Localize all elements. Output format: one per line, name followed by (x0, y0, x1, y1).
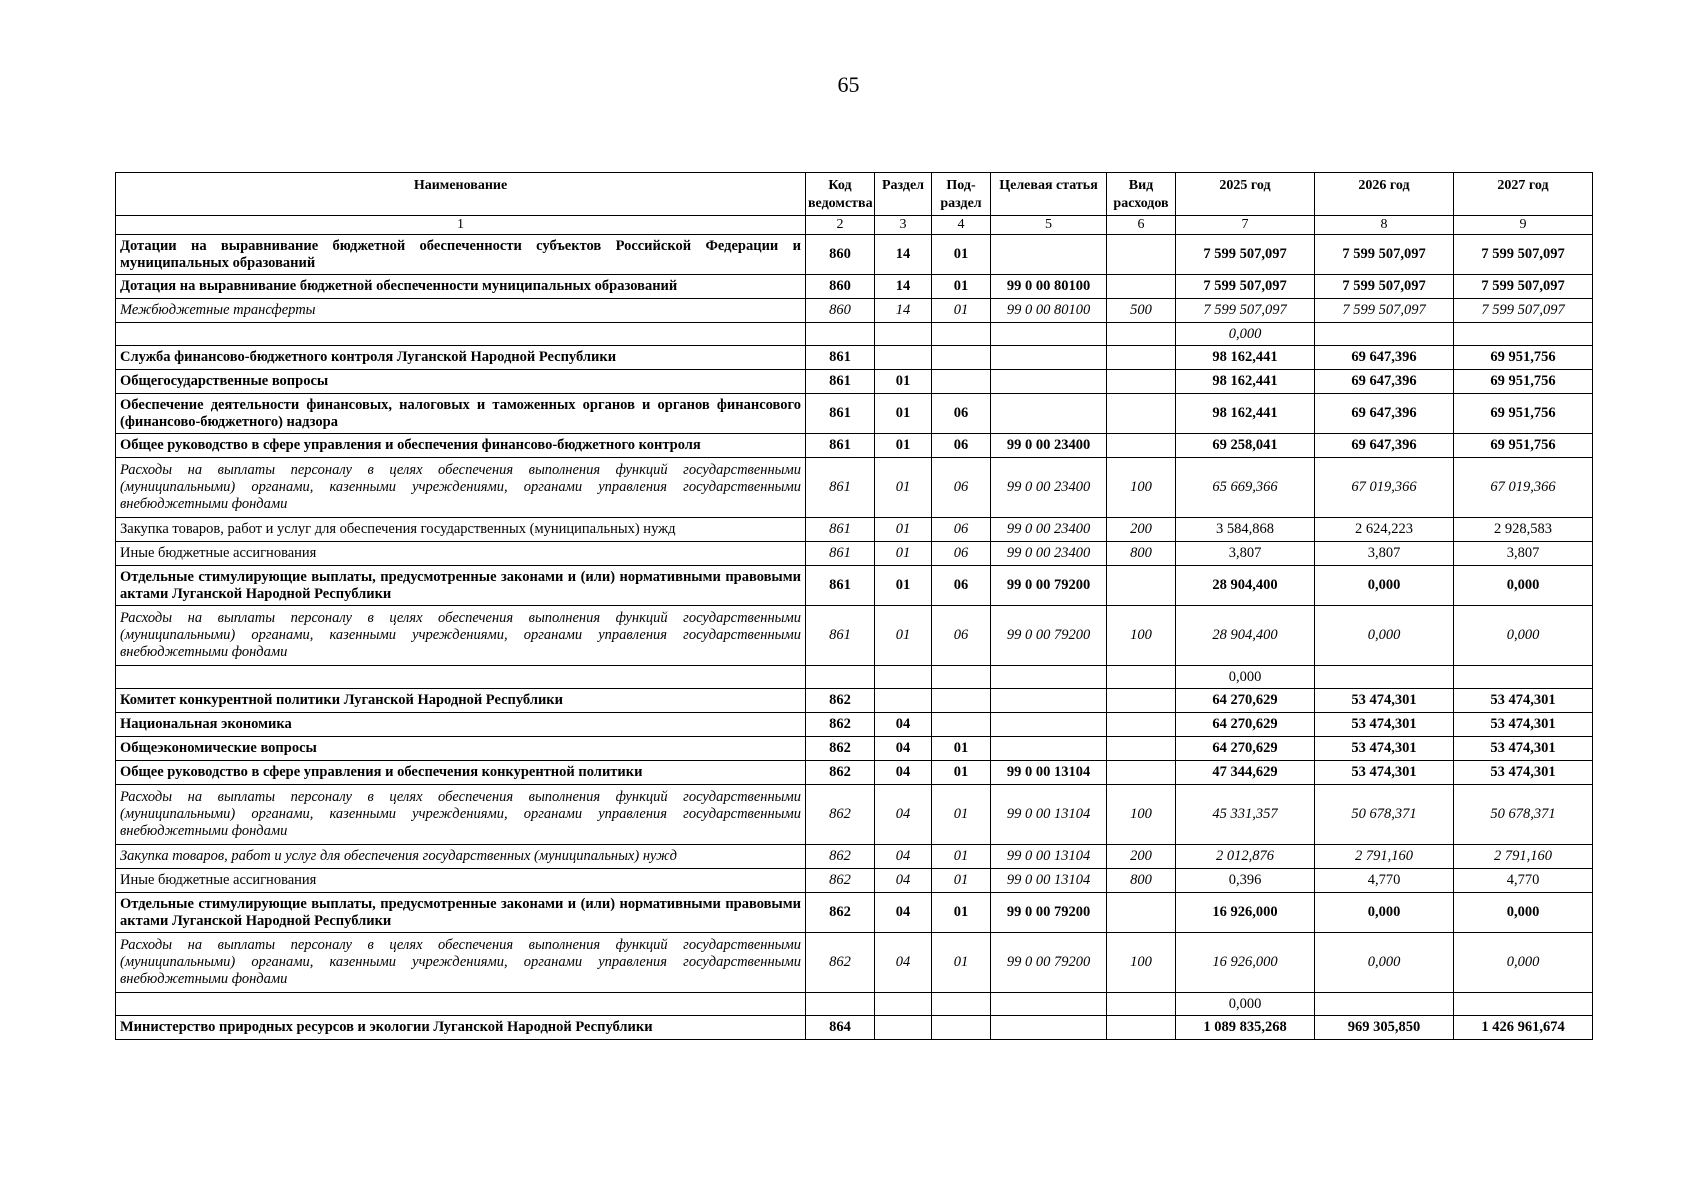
table-row (116, 235, 1593, 275)
table-row (116, 933, 1593, 993)
row-name: Общее руководство в сфере управления и обеспечения финансово-бюджетного контроля (116, 434, 806, 458)
row-vid: 100 (1107, 785, 1176, 845)
row-amount-2025: 45 331,357 (1176, 785, 1315, 845)
header-row (116, 173, 1593, 216)
row-amount-2026: 0,000 (1315, 566, 1454, 606)
row-razdel (875, 993, 932, 1016)
row-amount-2027 (1454, 993, 1593, 1016)
row-amount-2025: 3,807 (1176, 542, 1315, 566)
row-podrazdel: 01 (932, 299, 991, 323)
row-amount-2025: 7 599 507,097 (1176, 235, 1315, 275)
row-amount-2026: 69 647,396 (1315, 394, 1454, 434)
row-razdel: 04 (875, 893, 932, 933)
row-statya (991, 346, 1107, 370)
row-podrazdel: 06 (932, 518, 991, 542)
row-name: Служба финансово-бюджетного контроля Луганской Народной Республики (116, 346, 806, 370)
row-name: Иные бюджетные ассигнования (116, 542, 806, 566)
row-code: 862 (806, 845, 875, 869)
row-statya: 99 0 00 23400 (991, 434, 1107, 458)
row-vid: 100 (1107, 606, 1176, 666)
column-number: 6 (1107, 216, 1176, 235)
row-amount-2027: 0,000 (1454, 566, 1593, 606)
row-code: 860 (806, 299, 875, 323)
header-2027: 2027 год (1454, 173, 1593, 216)
row-vid (1107, 235, 1176, 275)
row-amount-2027: 1 426 961,674 (1454, 1016, 1593, 1040)
row-razdel (875, 666, 932, 689)
row-razdel: 01 (875, 394, 932, 434)
table-row (116, 785, 1593, 845)
row-amount-2026: 969 305,850 (1315, 1016, 1454, 1040)
row-name (116, 323, 806, 346)
row-statya (991, 323, 1107, 346)
row-amount-2025: 7 599 507,097 (1176, 299, 1315, 323)
row-statya (991, 370, 1107, 394)
row-code: 862 (806, 737, 875, 761)
row-code: 862 (806, 893, 875, 933)
row-code: 861 (806, 434, 875, 458)
row-amount-2025: 0,000 (1176, 993, 1315, 1016)
row-razdel: 04 (875, 845, 932, 869)
row-amount-2026: 53 474,301 (1315, 713, 1454, 737)
row-code: 861 (806, 606, 875, 666)
row-amount-2025: 47 344,629 (1176, 761, 1315, 785)
table-row (116, 323, 1593, 346)
row-amount-2026: 3,807 (1315, 542, 1454, 566)
row-podrazdel: 01 (932, 761, 991, 785)
row-razdel: 14 (875, 275, 932, 299)
row-code (806, 323, 875, 346)
row-code: 861 (806, 458, 875, 518)
row-razdel: 04 (875, 785, 932, 845)
row-statya: 99 0 00 13104 (991, 761, 1107, 785)
row-amount-2027: 2 791,160 (1454, 845, 1593, 869)
table-row (116, 845, 1593, 869)
row-code: 861 (806, 346, 875, 370)
row-amount-2027: 69 951,756 (1454, 346, 1593, 370)
row-name (116, 666, 806, 689)
row-podrazdel: 01 (932, 893, 991, 933)
row-name: Закупка товаров, работ и услуг для обеспечения государственных (муниципальных) нужд (116, 518, 806, 542)
row-statya (991, 1016, 1107, 1040)
row-amount-2025: 1 089 835,268 (1176, 1016, 1315, 1040)
table-row (116, 666, 1593, 689)
row-amount-2027: 7 599 507,097 (1454, 275, 1593, 299)
row-code: 861 (806, 566, 875, 606)
row-vid (1107, 993, 1176, 1016)
row-amount-2025: 2 012,876 (1176, 845, 1315, 869)
row-vid (1107, 323, 1176, 346)
row-vid (1107, 893, 1176, 933)
row-amount-2026: 0,000 (1315, 606, 1454, 666)
column-number: 8 (1315, 216, 1454, 235)
row-podrazdel: 06 (932, 606, 991, 666)
row-name: Отдельные стимулирующие выплаты, предусмотренные законами и (или) нормативными правовыми актами Луганской Народной Республики (116, 893, 806, 933)
row-name: Комитет конкурентной политики Луганской Народной Республики (116, 689, 806, 713)
row-amount-2025: 3 584,868 (1176, 518, 1315, 542)
row-amount-2026: 69 647,396 (1315, 434, 1454, 458)
table-body (116, 235, 1593, 1040)
row-amount-2026: 69 647,396 (1315, 346, 1454, 370)
row-razdel: 04 (875, 713, 932, 737)
row-name: Общегосударственные вопросы (116, 370, 806, 394)
table-row (116, 434, 1593, 458)
row-vid: 200 (1107, 845, 1176, 869)
row-code: 862 (806, 869, 875, 893)
row-code: 862 (806, 689, 875, 713)
row-statya: 99 0 00 13104 (991, 869, 1107, 893)
header-statya: Целевая статья (991, 173, 1107, 216)
row-amount-2025: 65 669,366 (1176, 458, 1315, 518)
row-razdel: 14 (875, 299, 932, 323)
column-number: 9 (1454, 216, 1593, 235)
row-podrazdel (932, 346, 991, 370)
row-podrazdel (932, 993, 991, 1016)
row-razdel: 01 (875, 566, 932, 606)
row-name: Дотация на выравнивание бюджетной обеспеченности муниципальных образований (116, 275, 806, 299)
row-razdel (875, 323, 932, 346)
row-amount-2025: 69 258,041 (1176, 434, 1315, 458)
row-statya: 99 0 00 79200 (991, 566, 1107, 606)
table-row (116, 606, 1593, 666)
table-row (116, 761, 1593, 785)
row-amount-2025: 16 926,000 (1176, 933, 1315, 993)
row-vid (1107, 737, 1176, 761)
table-row (116, 869, 1593, 893)
row-amount-2026: 53 474,301 (1315, 689, 1454, 713)
row-razdel: 01 (875, 458, 932, 518)
row-amount-2026: 0,000 (1315, 933, 1454, 993)
row-amount-2027: 4,770 (1454, 869, 1593, 893)
row-statya: 99 0 00 23400 (991, 542, 1107, 566)
row-vid: 500 (1107, 299, 1176, 323)
row-amount-2027 (1454, 666, 1593, 689)
row-razdel: 04 (875, 737, 932, 761)
row-name: Расходы на выплаты персоналу в целях обеспечения выполнения функций государственными (муниципальными) органами, казенными учреждениями, органами управления государственными внебюджетными фондами (116, 606, 806, 666)
row-vid: 100 (1107, 933, 1176, 993)
row-amount-2026: 2 624,223 (1315, 518, 1454, 542)
column-number-row (116, 216, 1593, 235)
row-vid (1107, 713, 1176, 737)
table-row (116, 993, 1593, 1016)
row-razdel: 01 (875, 606, 932, 666)
row-podrazdel: 06 (932, 394, 991, 434)
row-name: Межбюджетные трансферты (116, 299, 806, 323)
row-amount-2026 (1315, 666, 1454, 689)
row-razdel: 01 (875, 518, 932, 542)
row-podrazdel (932, 370, 991, 394)
table-row (116, 275, 1593, 299)
row-amount-2026 (1315, 323, 1454, 346)
row-podrazdel: 01 (932, 869, 991, 893)
row-razdel: 01 (875, 542, 932, 566)
row-amount-2025: 64 270,629 (1176, 689, 1315, 713)
row-code: 862 (806, 785, 875, 845)
row-podrazdel: 01 (932, 235, 991, 275)
row-amount-2026: 50 678,371 (1315, 785, 1454, 845)
row-podrazdel (932, 1016, 991, 1040)
header-podrazdel: Под-раздел (932, 173, 991, 216)
row-amount-2026: 2 791,160 (1315, 845, 1454, 869)
row-code: 860 (806, 275, 875, 299)
row-razdel: 04 (875, 933, 932, 993)
row-podrazdel: 01 (932, 737, 991, 761)
row-vid (1107, 394, 1176, 434)
row-code (806, 666, 875, 689)
row-amount-2025: 98 162,441 (1176, 346, 1315, 370)
row-amount-2027: 53 474,301 (1454, 761, 1593, 785)
row-amount-2027: 0,000 (1454, 933, 1593, 993)
budget-table (115, 172, 1593, 1040)
row-amount-2025: 98 162,441 (1176, 394, 1315, 434)
row-amount-2027: 53 474,301 (1454, 689, 1593, 713)
table-row (116, 394, 1593, 434)
row-amount-2027: 53 474,301 (1454, 713, 1593, 737)
row-amount-2026: 7 599 507,097 (1315, 299, 1454, 323)
row-amount-2026: 53 474,301 (1315, 761, 1454, 785)
row-name: Расходы на выплаты персоналу в целях обеспечения выполнения функций государственными (муниципальными) органами, казенными учреждениями, органами управления государственными внебюджетными фондами (116, 933, 806, 993)
row-vid (1107, 566, 1176, 606)
row-vid (1107, 689, 1176, 713)
row-statya: 99 0 00 80100 (991, 299, 1107, 323)
row-amount-2027: 2 928,583 (1454, 518, 1593, 542)
table-row (116, 893, 1593, 933)
table-row (116, 518, 1593, 542)
row-statya (991, 394, 1107, 434)
row-amount-2027: 69 951,756 (1454, 370, 1593, 394)
row-amount-2025: 28 904,400 (1176, 566, 1315, 606)
row-amount-2027: 3,807 (1454, 542, 1593, 566)
row-statya (991, 689, 1107, 713)
row-amount-2025: 98 162,441 (1176, 370, 1315, 394)
column-number: 1 (116, 216, 806, 235)
row-code: 862 (806, 713, 875, 737)
row-amount-2027: 69 951,756 (1454, 434, 1593, 458)
table-row (116, 713, 1593, 737)
table-row (116, 737, 1593, 761)
row-podrazdel (932, 713, 991, 737)
row-amount-2027: 0,000 (1454, 606, 1593, 666)
row-code (806, 993, 875, 1016)
row-statya (991, 737, 1107, 761)
row-name: Министерство природных ресурсов и экологии Луганской Народной Республики (116, 1016, 806, 1040)
row-razdel (875, 689, 932, 713)
header-vid: Вид расходов (1107, 173, 1176, 216)
column-number: 7 (1176, 216, 1315, 235)
row-code: 862 (806, 933, 875, 993)
row-name: Расходы на выплаты персоналу в целях обеспечения выполнения функций государственными (муниципальными) органами, казенными учреждениями, органами управления государственными внебюджетными фондами (116, 785, 806, 845)
row-amount-2026: 67 019,366 (1315, 458, 1454, 518)
row-name: Закупка товаров, работ и услуг для обеспечения государственных (муниципальных) нужд (116, 845, 806, 869)
row-vid: 100 (1107, 458, 1176, 518)
row-name: Иные бюджетные ассигнования (116, 869, 806, 893)
row-amount-2027: 67 019,366 (1454, 458, 1593, 518)
header-2025: 2025 год (1176, 173, 1315, 216)
row-amount-2026: 69 647,396 (1315, 370, 1454, 394)
table-row (116, 689, 1593, 713)
row-name: Национальная экономика (116, 713, 806, 737)
row-code: 860 (806, 235, 875, 275)
row-amount-2025: 16 926,000 (1176, 893, 1315, 933)
row-vid: 200 (1107, 518, 1176, 542)
row-podrazdel (932, 323, 991, 346)
row-vid (1107, 434, 1176, 458)
row-vid (1107, 761, 1176, 785)
row-statya: 99 0 00 79200 (991, 893, 1107, 933)
row-vid (1107, 666, 1176, 689)
row-code: 861 (806, 394, 875, 434)
row-podrazdel: 01 (932, 933, 991, 993)
row-razdel: 04 (875, 761, 932, 785)
table-row (116, 346, 1593, 370)
row-name: Отдельные стимулирующие выплаты, предусмотренные законами и (или) нормативными правовыми актами Луганской Народной Республики (116, 566, 806, 606)
row-statya: 99 0 00 23400 (991, 518, 1107, 542)
row-amount-2026: 7 599 507,097 (1315, 275, 1454, 299)
row-amount-2025: 7 599 507,097 (1176, 275, 1315, 299)
row-statya: 99 0 00 80100 (991, 275, 1107, 299)
row-vid (1107, 1016, 1176, 1040)
row-vid (1107, 346, 1176, 370)
row-statya: 99 0 00 13104 (991, 845, 1107, 869)
header-name: Наименование (116, 173, 806, 216)
row-statya (991, 235, 1107, 275)
row-name: Общее руководство в сфере управления и обеспечения конкурентной политики (116, 761, 806, 785)
row-razdel (875, 1016, 932, 1040)
row-amount-2027: 53 474,301 (1454, 737, 1593, 761)
row-razdel (875, 346, 932, 370)
table-row (116, 370, 1593, 394)
row-code: 864 (806, 1016, 875, 1040)
row-vid (1107, 275, 1176, 299)
row-podrazdel: 06 (932, 434, 991, 458)
row-name: Обеспечение деятельности финансовых, налоговых и таможенных органов и органов финансового (финансово-бюджетного) надзора (116, 394, 806, 434)
row-statya: 99 0 00 23400 (991, 458, 1107, 518)
row-name (116, 993, 806, 1016)
page-number: 65 (837, 72, 860, 97)
row-razdel: 04 (875, 869, 932, 893)
row-name: Расходы на выплаты персоналу в целях обеспечения выполнения функций государственными (муниципальными) органами, казенными учреждениями, органами управления государственными внебюджетными фондами (116, 458, 806, 518)
row-amount-2025: 0,000 (1176, 666, 1315, 689)
column-number: 3 (875, 216, 932, 235)
row-amount-2026 (1315, 993, 1454, 1016)
row-razdel: 01 (875, 370, 932, 394)
row-vid: 800 (1107, 869, 1176, 893)
row-amount-2026: 0,000 (1315, 893, 1454, 933)
row-amount-2025: 0,396 (1176, 869, 1315, 893)
row-statya (991, 666, 1107, 689)
row-razdel: 01 (875, 434, 932, 458)
row-code: 861 (806, 370, 875, 394)
row-podrazdel: 01 (932, 785, 991, 845)
row-code: 861 (806, 542, 875, 566)
header-code: Код ведомства (806, 173, 875, 216)
table-row (116, 566, 1593, 606)
column-number: 4 (932, 216, 991, 235)
row-podrazdel: 06 (932, 458, 991, 518)
column-number: 5 (991, 216, 1107, 235)
row-statya: 99 0 00 13104 (991, 785, 1107, 845)
row-amount-2027: 0,000 (1454, 893, 1593, 933)
row-amount-2027: 50 678,371 (1454, 785, 1593, 845)
row-podrazdel (932, 689, 991, 713)
row-podrazdel: 01 (932, 275, 991, 299)
row-amount-2027: 7 599 507,097 (1454, 299, 1593, 323)
row-podrazdel: 06 (932, 542, 991, 566)
row-name: Дотации на выравнивание бюджетной обеспеченности субъектов Российской Федерации и муниципальных образований (116, 235, 806, 275)
table-row (116, 542, 1593, 566)
row-statya: 99 0 00 79200 (991, 933, 1107, 993)
row-amount-2027: 69 951,756 (1454, 394, 1593, 434)
header-razdel: Раздел (875, 173, 932, 216)
row-amount-2026: 53 474,301 (1315, 737, 1454, 761)
row-code: 862 (806, 761, 875, 785)
row-razdel: 14 (875, 235, 932, 275)
row-amount-2027: 7 599 507,097 (1454, 235, 1593, 275)
row-podrazdel: 01 (932, 845, 991, 869)
table-row (116, 299, 1593, 323)
header-2026: 2026 год (1315, 173, 1454, 216)
table-row (116, 1016, 1593, 1040)
row-code: 861 (806, 518, 875, 542)
row-amount-2027 (1454, 323, 1593, 346)
row-podrazdel (932, 666, 991, 689)
row-statya: 99 0 00 79200 (991, 606, 1107, 666)
row-amount-2026: 7 599 507,097 (1315, 235, 1454, 275)
row-statya (991, 993, 1107, 1016)
row-amount-2026: 4,770 (1315, 869, 1454, 893)
row-vid: 800 (1107, 542, 1176, 566)
row-name: Общеэкономические вопросы (116, 737, 806, 761)
row-amount-2025: 28 904,400 (1176, 606, 1315, 666)
table-row (116, 458, 1593, 518)
row-vid (1107, 370, 1176, 394)
row-amount-2025: 64 270,629 (1176, 737, 1315, 761)
row-amount-2025: 64 270,629 (1176, 713, 1315, 737)
row-amount-2025: 0,000 (1176, 323, 1315, 346)
column-number: 2 (806, 216, 875, 235)
row-podrazdel: 06 (932, 566, 991, 606)
row-statya (991, 713, 1107, 737)
